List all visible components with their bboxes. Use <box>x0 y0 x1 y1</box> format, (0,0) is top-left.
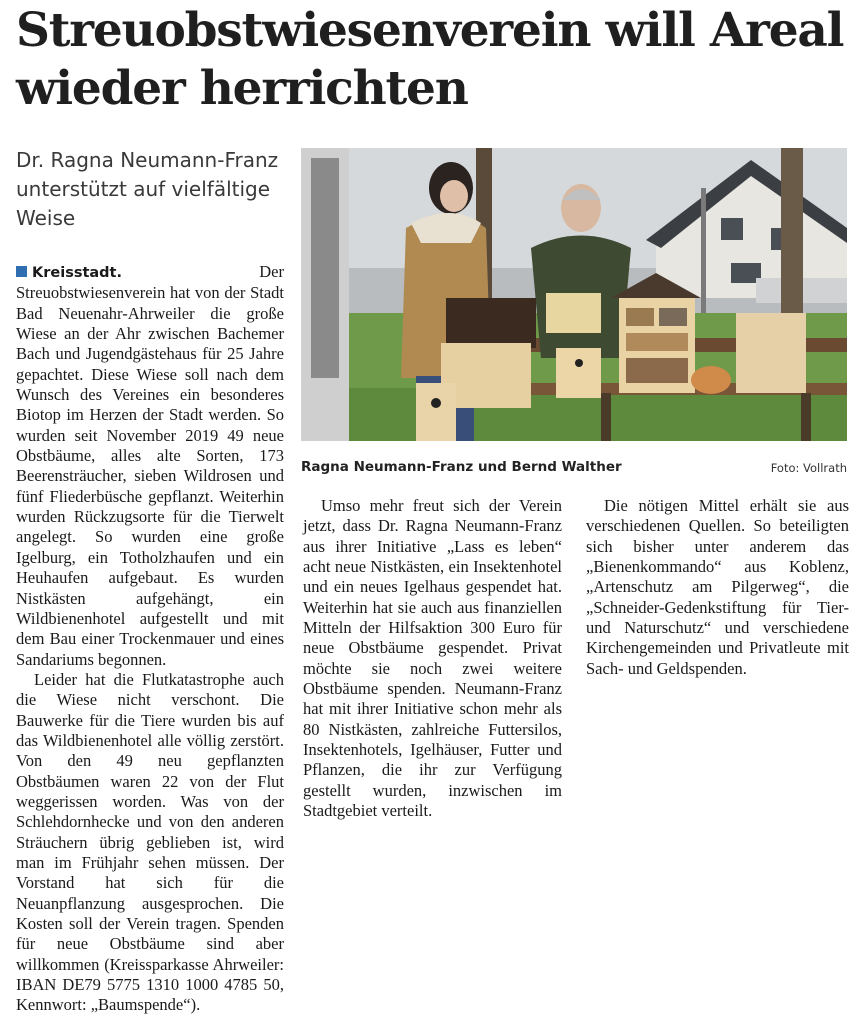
paragraph-3-text: Umso mehr freut sich der Verein jetzt, dass Dr. Ragna Neumann-Franz aus ihrer Initiative „Lass es leben“ acht neue Nistkästen, ein Insektenhotel und ein neues Igelhaus gespendet hat. Weiterhin hat sie auch aus finanziellen Mitteln der Hilfsaktion 300 Euro für neue Obstbäume gespendet. Privat möchte sie noch zwei weitere Obstbäume spenden. Neumann-Franz hat mit ihrer Initiative schon mehr als 80 Nistkästen, zahlreiche Futtersilos, Insektenhotels, Igelhäuser, Futter und Pflanzen, die ihr zur Verfügung gestellt wurden, inzwischen im Stadtgebiet verteilt. <box>303 496 562 821</box>
article-photo <box>301 148 847 441</box>
paragraph-4 <box>586 496 849 679</box>
photo-credit: Foto: Vollrath <box>770 461 847 475</box>
subheadline: Dr. Ragna Neumann-Franz unterstützt auf vielfältige Weise <box>16 148 279 230</box>
paragraph-1-text: Der Streuobstwiesenverein hat von der Stadt Bad Neuenahr-Ahrweiler die große Wiese an der Ahr zwischen Bachemer Bach und Jugendgästehaus für 25 Jahre gepachtet. Diese Wiese soll nach dem Wunsch des Vereines ein besonderes Biotop im Herzen der Stadt werden. So wurden seit November 2019 49 neue Obstbäume, alles alte Sorten, 173 Beerensträucher, sieben Wildrosen und fünf Fliederbüsche gepflanzt. Weiterhin wurden Rückzugsorte für die Tierwelt angelegt. So wurden eine große Igelburg, ein Totholzhaufen und ein Heuhaufen aufgebaut. Es wurden Nistkästen aufgehängt, ein Wildbienenhotel aufgestellt und mit dem Bau einer Trockenmauer und eines Sandariums begonnen. <box>16 262 284 669</box>
dateline-text: Kreisstadt. <box>32 265 122 281</box>
paragraph-4-text: Die nötigen Mittel erhält sie aus verschiedenen Quellen. So beteiligten sich bisher unter anderem das „Bienenkommando“ aus Koblenz, „Artenschutz am Pilgerweg“, die „Schneider-Gedenkstiftung für Tier- und Naturschutz“ und verschiedene Kirchengemeinden und Privatleute mit Sach- und Geldspenden. <box>586 496 849 678</box>
paragraph-1 <box>16 262 284 670</box>
article-column-1 <box>16 262 284 1016</box>
headline: Streuobstwiesenverein will Areal wieder herrichten <box>16 3 844 116</box>
paragraph-3 <box>303 496 562 822</box>
article-column-2 <box>303 496 562 822</box>
dateline <box>16 265 122 281</box>
photo-caption: Ragna Neumann-Franz und Bernd Walther <box>301 459 622 475</box>
dateline-marker <box>16 266 27 277</box>
paragraph-2 <box>16 670 284 1016</box>
paragraph-2-text: Leider hat die Flutkatastrophe auch die Wiese nicht verschont. Die Bauwerke für die Tiere wurden bis auf das Wildbienenhotel alle völlig zerstört. Von den 49 neu gepflanzten Obstbäumen waren 22 von der Flut weggerissen worden. Was von der Schlehdornhecke und von den anderen Sträuchern übrig geblieben ist, wird man im Frühjahr sehen müssen. Der Vorstand hat sich für die Neuanpflanzung ausgesprochen. Die Kosten soll der Verein tragen. Spenden für neue Obstbäume sind aber willkommen (Kreissparkasse Ahrweiler: IBAN DE79 5775 1310 1000 4785 50, Kennwort: „Baumspende“). <box>16 669 284 1015</box>
article-column-3 <box>586 496 849 679</box>
